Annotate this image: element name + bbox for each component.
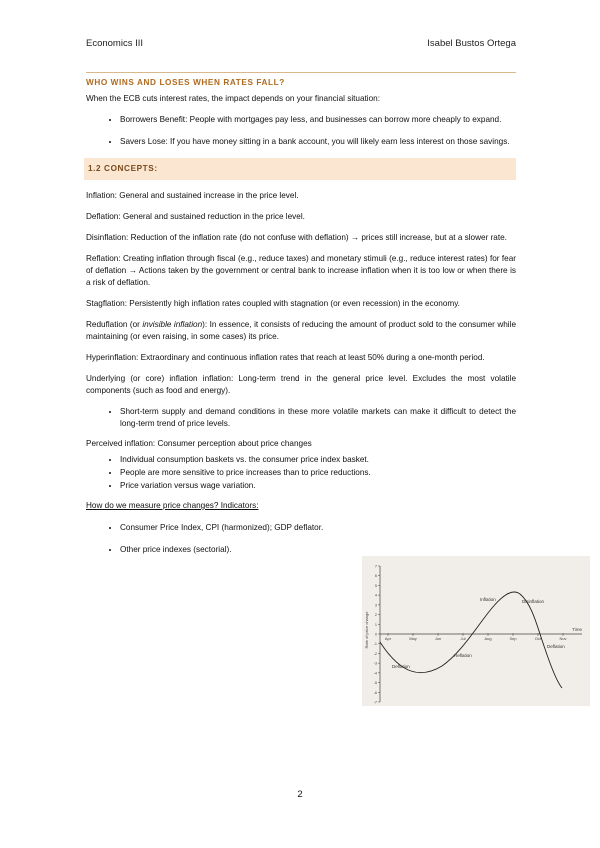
header-course-title: Economics III xyxy=(86,38,144,49)
x-tick-label: Apr xyxy=(384,636,392,641)
list-item: • Consumer Price Index, CPI (harmonized); GDP deflator. xyxy=(120,522,370,534)
y-tick-label: -4 xyxy=(373,671,377,676)
y-tick-label: -7 xyxy=(373,700,377,705)
y-tick-label: 0 xyxy=(374,632,377,637)
list-item: • People are more sensitive to price increases than to price reductions. xyxy=(120,467,516,479)
x-tick-label: Jun xyxy=(434,636,442,641)
list-item: • Price variation versus wage variation. xyxy=(120,480,516,492)
concept-deflation: Deflation: General and sustained reduction in the price level. xyxy=(86,212,305,221)
y-tick-label: 2 xyxy=(374,613,377,618)
concept-perceived: Perceived inflation: Consumer perception about price changes xyxy=(86,439,312,448)
label-reflation: Reflation xyxy=(454,653,472,658)
reduflation-italic: invisible inflation xyxy=(142,320,203,329)
section-title-rates: WHO WINS AND LOSES WHEN RATES FALL? xyxy=(86,72,516,89)
y-axis-ticks xyxy=(374,565,380,705)
list-item: • Borrowers Benefit: People with mortgages pay less, and businesses can borrow more cheaply to expand. xyxy=(120,114,516,126)
reduflation-text-b: ): In essence, it consists of reducing the amount of product sold to the consumer while maintaining (or even raising, in some cases) its price. xyxy=(86,320,516,341)
label-disinflation: Disinflation xyxy=(522,599,545,604)
header-author: Isabel Bustos Ortega xyxy=(427,38,516,49)
concept-reduflation xyxy=(86,319,516,343)
concept-core-inflation: Underlying (or core) inflation inflation: Long-term trend in the general price level. Excludes the most volatile components (such as food and energy). xyxy=(86,374,516,395)
y-axis-label: Rate of price change xyxy=(364,611,369,649)
x-tick-label: Aug xyxy=(484,636,492,641)
concept-inflation: Inflation: General and sustained increase in the price level. xyxy=(86,191,299,200)
x-tick-label: May xyxy=(409,636,417,641)
y-tick-label: -5 xyxy=(373,681,377,686)
x-tick-label: Nov xyxy=(559,636,567,641)
y-tick-label: 7 xyxy=(374,564,377,569)
concept-disinflation: Disinflation: Reduction of the inflation rate (do not confuse with deflation) → prices still increase, but at a slower rate. xyxy=(86,233,507,242)
page-content xyxy=(86,72,516,566)
y-tick-label: -3 xyxy=(373,661,377,666)
section-intro: When the ECB cuts interest rates, the impact depends on your financial situation: xyxy=(86,94,380,103)
label-inflation: Inflation xyxy=(480,597,496,602)
y-tick-label: -1 xyxy=(373,642,377,647)
inflation-cycle-figure xyxy=(362,556,590,706)
y-tick-label: -2 xyxy=(373,651,377,656)
x-tick-label: Sep xyxy=(509,636,517,641)
label-deflation-left: Deflation xyxy=(392,664,410,669)
core-bullet-list xyxy=(86,406,516,430)
concept-stagflation: Stagflation: Persistently high inflation rates coupled with stagnation (or even recession) in the economy. xyxy=(86,299,460,308)
y-tick-label: -6 xyxy=(373,690,377,695)
label-deflation-right: Deflation xyxy=(547,644,565,649)
y-tick-label: 3 xyxy=(374,603,377,608)
y-tick-label: 5 xyxy=(374,583,377,588)
reduflation-text-a: Reduflation (or xyxy=(86,320,143,329)
y-tick-label: 1 xyxy=(374,622,377,627)
x-tick-label: Oct xyxy=(534,636,542,641)
x-axis-label: Time xyxy=(572,627,582,632)
list-item: • Individual consumption baskets vs. the consumer price index basket. xyxy=(120,454,516,466)
concept-hyperinflation: Hyperinflation: Extraordinary and continuous inflation rates that reach at least 50% during a one-month period. xyxy=(86,353,485,362)
list-item: • Savers Lose: If you have money sitting in a bank account, you will likely earn less interest on those savings. xyxy=(120,136,516,148)
rates-bullet-list xyxy=(86,114,516,148)
page-number: 2 xyxy=(297,789,303,800)
x-tick-label: Jul xyxy=(460,636,466,641)
perceived-bullet-list xyxy=(86,454,516,492)
concept-reflation: Reflation: Creating inflation through fiscal (e.g., reduce taxes) and monetary stimuli (e.g., reduce interest rates) for fear of deflation → Actions taken by the government or central bank to increase inflation when it is too low or when there is a risk of deflation. xyxy=(86,254,516,287)
y-tick-label: 6 xyxy=(374,574,377,579)
y-tick-label: 4 xyxy=(374,593,377,598)
measure-heading: How do we measure price changes? Indicators: xyxy=(86,501,259,510)
list-item: • Other price indexes (sectorial). xyxy=(120,544,370,556)
measure-bullet-list xyxy=(86,522,370,556)
section-title-concepts: 1.2 CONCEPTS: xyxy=(84,158,516,180)
inflation-cycle-diagram xyxy=(362,556,590,706)
list-item: • Short-term supply and demand conditions in these more volatile markets can make it difficult to detect the long-term trend of price levels. xyxy=(120,406,516,430)
